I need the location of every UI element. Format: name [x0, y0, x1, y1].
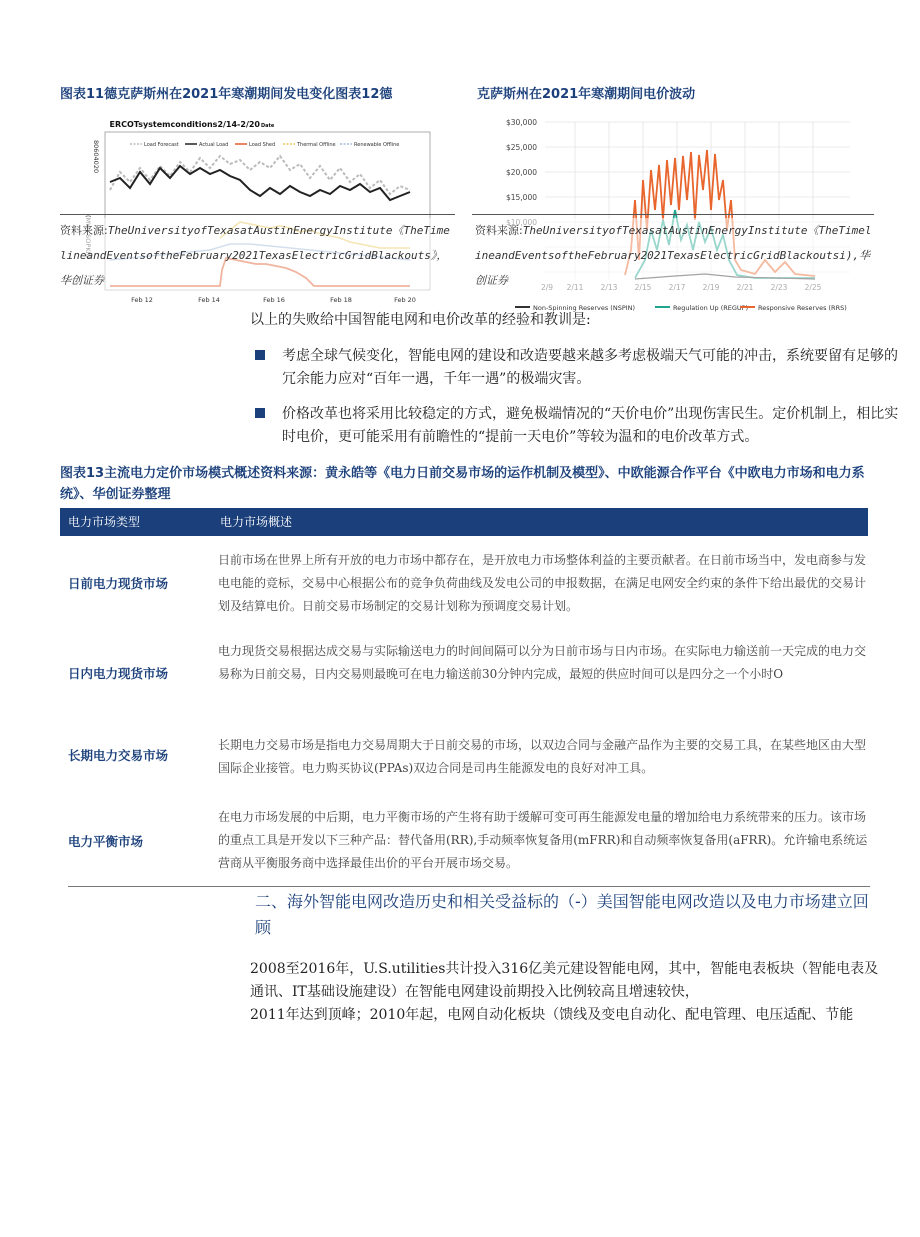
legend-actual-load: Actual Load — [199, 142, 229, 148]
chart2-ytick-30000: $30,000 — [505, 118, 537, 127]
chart1-yaxis: 80604020 — [92, 140, 100, 174]
figure-12-title: 克萨斯州在2021年寒潮期间电价波动 — [477, 87, 696, 102]
lesson-bullet-1-text: 考虑全球气候变化，智能电网的建设和改造要越来越多考虑极端天气可能的冲击，系统要留有足够的冗余能力应对“百年一遇，千年一遇”的极端灾害。 — [282, 348, 898, 387]
chart1-xtick-feb20: Feb 20 — [394, 296, 416, 304]
lesson-bullet-1 — [255, 345, 902, 391]
chart1-xtick-feb14: Feb 14 — [198, 296, 220, 304]
section-2-paragraph-1: 2008至2016年，U.S.utilities共计投入316亿美元建设智能电网，其中，智能电表板块（智能电表及通讯、IT基础设施建设）在智能电网建设前期投入比例较高且增速较快， — [250, 961, 879, 1000]
chart2-ytick-25000: $25,000 — [505, 143, 537, 152]
figure-12-source — [475, 218, 875, 293]
legend-thermal-offline: Thermal Offline — [297, 142, 336, 148]
market-desc-intraday: 电力现货交易根据达成交易与实际输送电力的时间间隔可以分为日前市场与日内市场。在实际电力输送前一天完成的电力交易称为日前交易，日内交易则最晚可在电力输送前30分钟内完成，最短的供应时间可以是四分之一个小时O — [218, 644, 867, 681]
section-2-title: 二、海外智能电网改造历史和相关受益标的（-）美国智能电网改造以及电力市场建立回顾 — [255, 892, 869, 937]
chart2-ytick-15000: $15,000 — [505, 193, 537, 202]
chart1-xtick-feb18: Feb 18 — [330, 296, 352, 304]
chart1-title: ERCOTsystemconditions2/14-2/20 — [109, 120, 260, 129]
figure-11-source-lead: 资料来源: — [60, 224, 108, 237]
figure-12-source-lead: 资料来源: — [475, 224, 523, 237]
figure-11-source — [60, 218, 455, 293]
header-market-type: 电力市场类型 — [68, 515, 141, 529]
source-divider-left — [60, 214, 455, 215]
series-actual-load — [110, 166, 410, 200]
market-name-long-term: 长期电力交易市场 — [68, 748, 169, 763]
chart1-xtick-feb16: Feb 16 — [263, 296, 285, 304]
legend-renewable-offline: Renewable Offline — [354, 142, 400, 148]
figure-13-title: 图表13主流电力定价市场模式概述资料来源：黄永皓等《电力日前交易市场的运作机制及模型》、中欧能源合作平台《中欧电力市场和电力系统》、华创证券整理 — [60, 466, 865, 502]
chart1-xtick-feb12: Feb 12 — [131, 296, 153, 304]
lesson-bullet-2-text: 价格改革也将采用比较稳定的方式，避免极端情况的“天价电价”出现伤害民生。定价机制上，相比实时电价，更可能采用有前瞻性的“提前一天电价”等较为温和的电价改革方式。 — [282, 406, 899, 445]
market-name-intraday: 日内电力现货市场 — [68, 666, 169, 681]
lesson-bullet-2 — [255, 403, 902, 449]
bullet-square-icon — [255, 350, 265, 360]
chart2-ytick-20000: $20,000 — [505, 168, 537, 177]
legend-load-shed: Load Shed — [249, 142, 276, 148]
figure-11-source-text: TheUniversityofTexasatAustinEnergyInstitute《TheTimelineandEventsoftheFebruary2021TexasElectricGridBlackouts》，华创证券 — [60, 224, 450, 287]
market-table-header — [60, 508, 868, 536]
bullet-square-icon — [255, 408, 265, 418]
header-market-overview: 电力市场概述 — [220, 515, 293, 529]
market-desc-balancing: 在电力市场发展的中后期，电力平衡市场的产生将有助于缓解可变可再生能源发电量的增加给电力系统带来的压力。该市场的重点工具是开发以下三种产品：替代备用(RR),手动频率恢复备用(mFRR)和自动频率恢复备用(aFRR)。允许输电系统运营商从平衡服务商中选择最佳出价的平台开展市场交易。 — [218, 810, 868, 870]
market-desc-long-term: 长期电力交易市场是指电力交易周期大于日前交易的市场，以双边合同与金融产品作为主要的交易工具，在某些地区由大型国际企业接管。电力购买协议(PPAs)双边合同是司冉生能源发电的良好对冲工具。 — [218, 738, 867, 775]
market-name-day-ahead: 日前电力现货市场 — [68, 576, 169, 591]
chart1-legend — [130, 142, 399, 148]
figure-12-source-text: TheUniversityofTexasatAustinEnergyInstitute《TheTimelineandEventsoftheFebruary2021TexasElectricGridBlackoutsi),华创证券 — [475, 224, 872, 287]
source-divider-right — [472, 214, 874, 215]
legend-load-forecast: Load Forecast — [144, 142, 179, 148]
lessons-intro: 以上的失败给中国智能电网和电价改革的经验和教训是: — [250, 312, 591, 328]
legend-regup: Regulation Up (REGUP) — [673, 304, 749, 312]
table-bottom-rule — [68, 886, 870, 887]
figure-11-title: 图表11德克萨斯州在2021年寒潮期间发电变化图表12德 — [60, 87, 393, 102]
market-name-balancing: 电力平衡市场 — [68, 834, 144, 849]
legend-nspin: Non-Spinning Reserves (NSPIN) — [533, 304, 636, 312]
market-desc-day-ahead: 日前市场在世界上所有开放的电力市场中都存在，是开放电力市场整体利益的主要贡献者。在日前市场当中，发电商参与发电电能的竞标，交易中心根据公布的竞争负荷曲线及发电公司的申报数据，在满足电网安全约束的条件下给出最优的交易计划及结算电价。日前交易市场制定的交易计划称为预调度交易计划。 — [218, 553, 867, 613]
section-2-paragraph-2: 2011年达到顶峰；2010年起，电网自动化板块（馈线及变电自动化、配电管理、电压适配、节能 — [250, 1007, 854, 1023]
legend-rrs: Responsive Reserves (RRS) — [758, 304, 847, 312]
chart1-title-suffix: Date — [261, 123, 275, 129]
